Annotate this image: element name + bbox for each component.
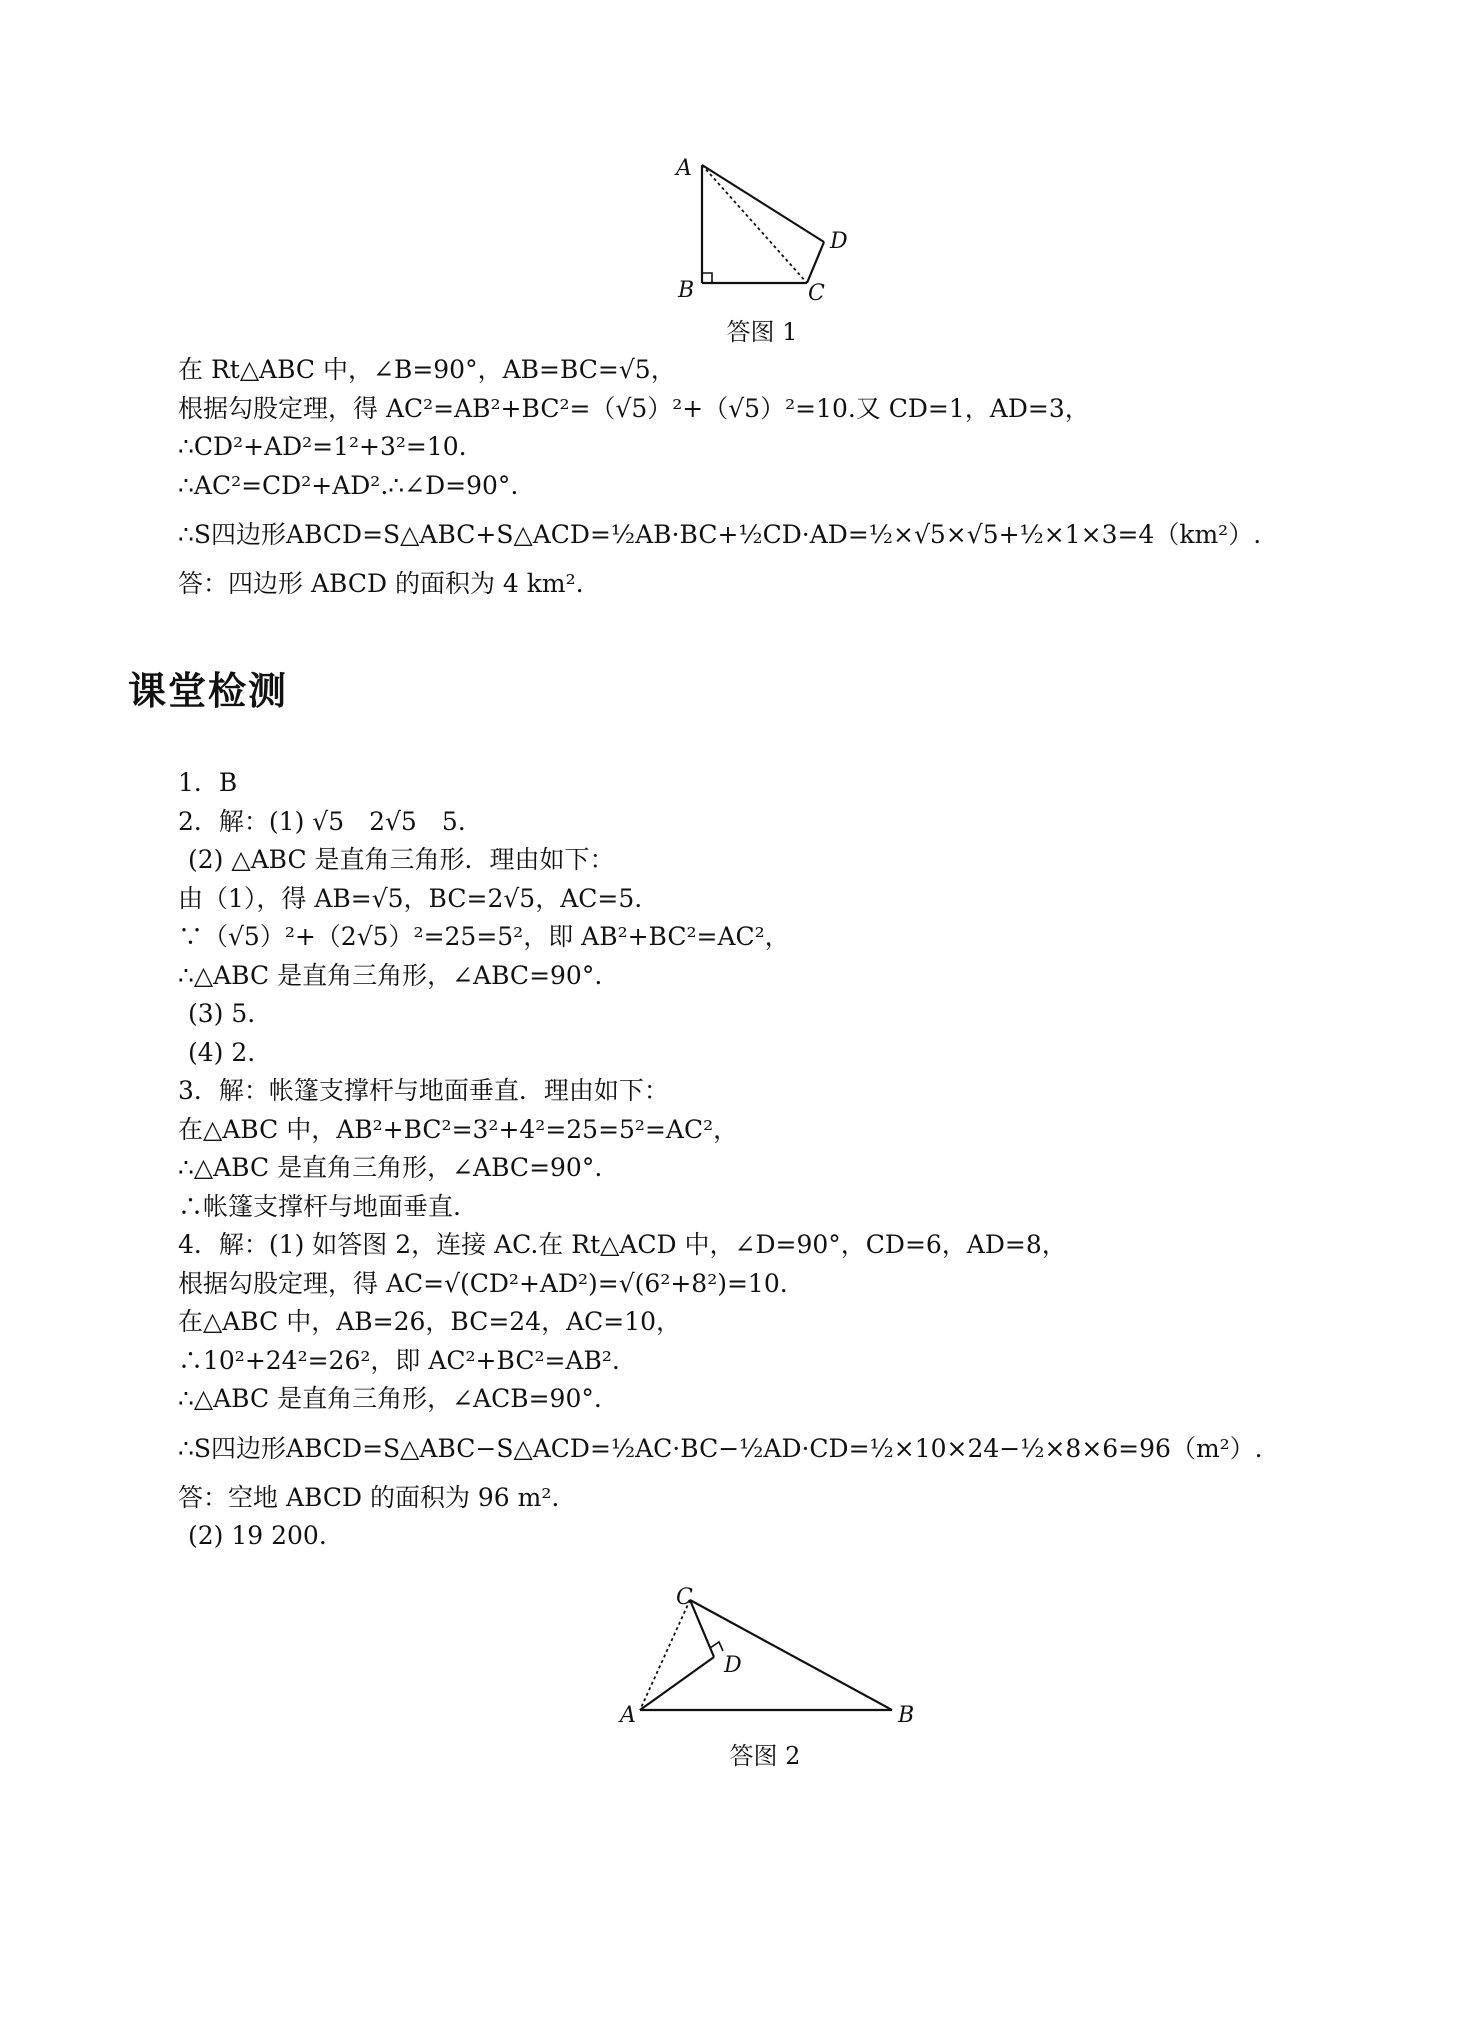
figure-2-caption: 答图 2 <box>729 1742 801 1770</box>
answer-line-2: 2．解：(1) √5 2√5 5. <box>178 806 466 836</box>
answer-line-16: ∴10²+24²=26²，即 AC²+BC²=AB². <box>178 1345 620 1375</box>
fig2-label-b: B <box>898 1703 915 1728</box>
answer-line-17: ∴△ABC 是直角三角形，∠ACB=90°. <box>178 1384 602 1413</box>
answer-line-7: (3) 5. <box>188 999 256 1028</box>
fig2-label-d: D <box>724 1653 742 1678</box>
figure-2-quadrilateral <box>610 1580 930 1730</box>
answer-line-11: ∴△ABC 是直角三角形，∠ABC=90°. <box>178 1153 603 1182</box>
answer-line-12: ∴帐篷支撑杆与地面垂直. <box>178 1191 461 1221</box>
answer-line-4: 由（1），得 AB=√5，BC=2√5，AC=5. <box>178 883 643 913</box>
solution-top-line-6: 答：四边形 ABCD 的面积为 4 km². <box>178 569 584 598</box>
figure-1-caption: 答图 1 <box>726 318 798 346</box>
fig2-side-cb <box>690 1600 892 1710</box>
solution-top-line-5: ∴S四边形ABCD=S△ABC+S△ACD=½AB·BC+½CD·AD=½×√5×√5+½×1×3=4（km²）. <box>178 520 1262 549</box>
fig2-label-c: C <box>676 1585 693 1610</box>
fig1-label-b: B <box>678 278 695 303</box>
answer-line-9: 3．解：帐篷支撑杆与地面垂直．理由如下： <box>178 1076 669 1105</box>
answer-line-13: 4．解：(1) 如答图 2，连接 AC.在 Rt△ACD 中，∠D=90°，CD=6，AD=8， <box>178 1230 1067 1259</box>
answer-line-6: ∴△ABC 是直角三角形，∠ABC=90°. <box>178 960 603 990</box>
fig1-label-c: C <box>808 281 825 306</box>
section-title: 课堂检测 <box>128 669 289 713</box>
answer-line-1: 1．B <box>178 768 238 797</box>
fig2-diagonal-ac <box>640 1600 690 1710</box>
fig1-side-da <box>702 165 824 242</box>
solution-top-line-3: ∴CD²+AD²=1²+3²=10. <box>178 432 467 461</box>
figure-1-quadrilateral <box>660 150 880 310</box>
answer-line-14: 根据勾股定理，得 AC=√(CD²+AD²)=√(6²+8²)=10. <box>178 1268 788 1298</box>
fig1-diagonal-ac <box>702 165 807 283</box>
answer-line-3: (2) △ABC 是直角三角形．理由如下： <box>188 845 615 874</box>
answer-line-19: 答：空地 ABCD 的面积为 96 m². <box>178 1482 560 1512</box>
fig1-side-cd <box>807 242 824 283</box>
solution-top-line-2: 根据勾股定理，得 AC²=AB²+BC²=（√5）²+（√5）²=10.又 CD=1，AD=3， <box>178 393 1090 423</box>
answers <box>178 764 1358 1556</box>
answer-line-8: (4) 2. <box>188 1037 256 1067</box>
solution-top-line-4: ∴AC²=CD²+AD².∴∠D=90°. <box>178 470 519 500</box>
answer-line-15: 在△ABC 中，AB=26，BC=24，AC=10， <box>178 1307 682 1336</box>
answer-line-20: (2) 19 200. <box>188 1521 327 1550</box>
answer-line-18: ∴S四边形ABCD=S△ABC−S△ACD=½AC·BC−½AD·CD=½×10×24−½×8×6=96（m²）. <box>178 1433 1263 1463</box>
answer-line-5: ∵（√5）²+（2√5）²=25=5²，即 AB²+BC²=AC²， <box>178 922 790 951</box>
fig2-label-a: A <box>620 1703 636 1728</box>
fig1-right-angle-mark <box>702 273 712 283</box>
fig1-label-a: A <box>676 156 692 181</box>
answer-line-10: 在△ABC 中，AB²+BC²=3²+4²=25=5²=AC²， <box>178 1114 739 1144</box>
solution-top <box>178 351 1358 604</box>
solution-top-line-1: 在 Rt△ABC 中，∠B=90°，AB=BC=√5， <box>178 355 676 384</box>
fig1-label-d: D <box>830 229 848 254</box>
